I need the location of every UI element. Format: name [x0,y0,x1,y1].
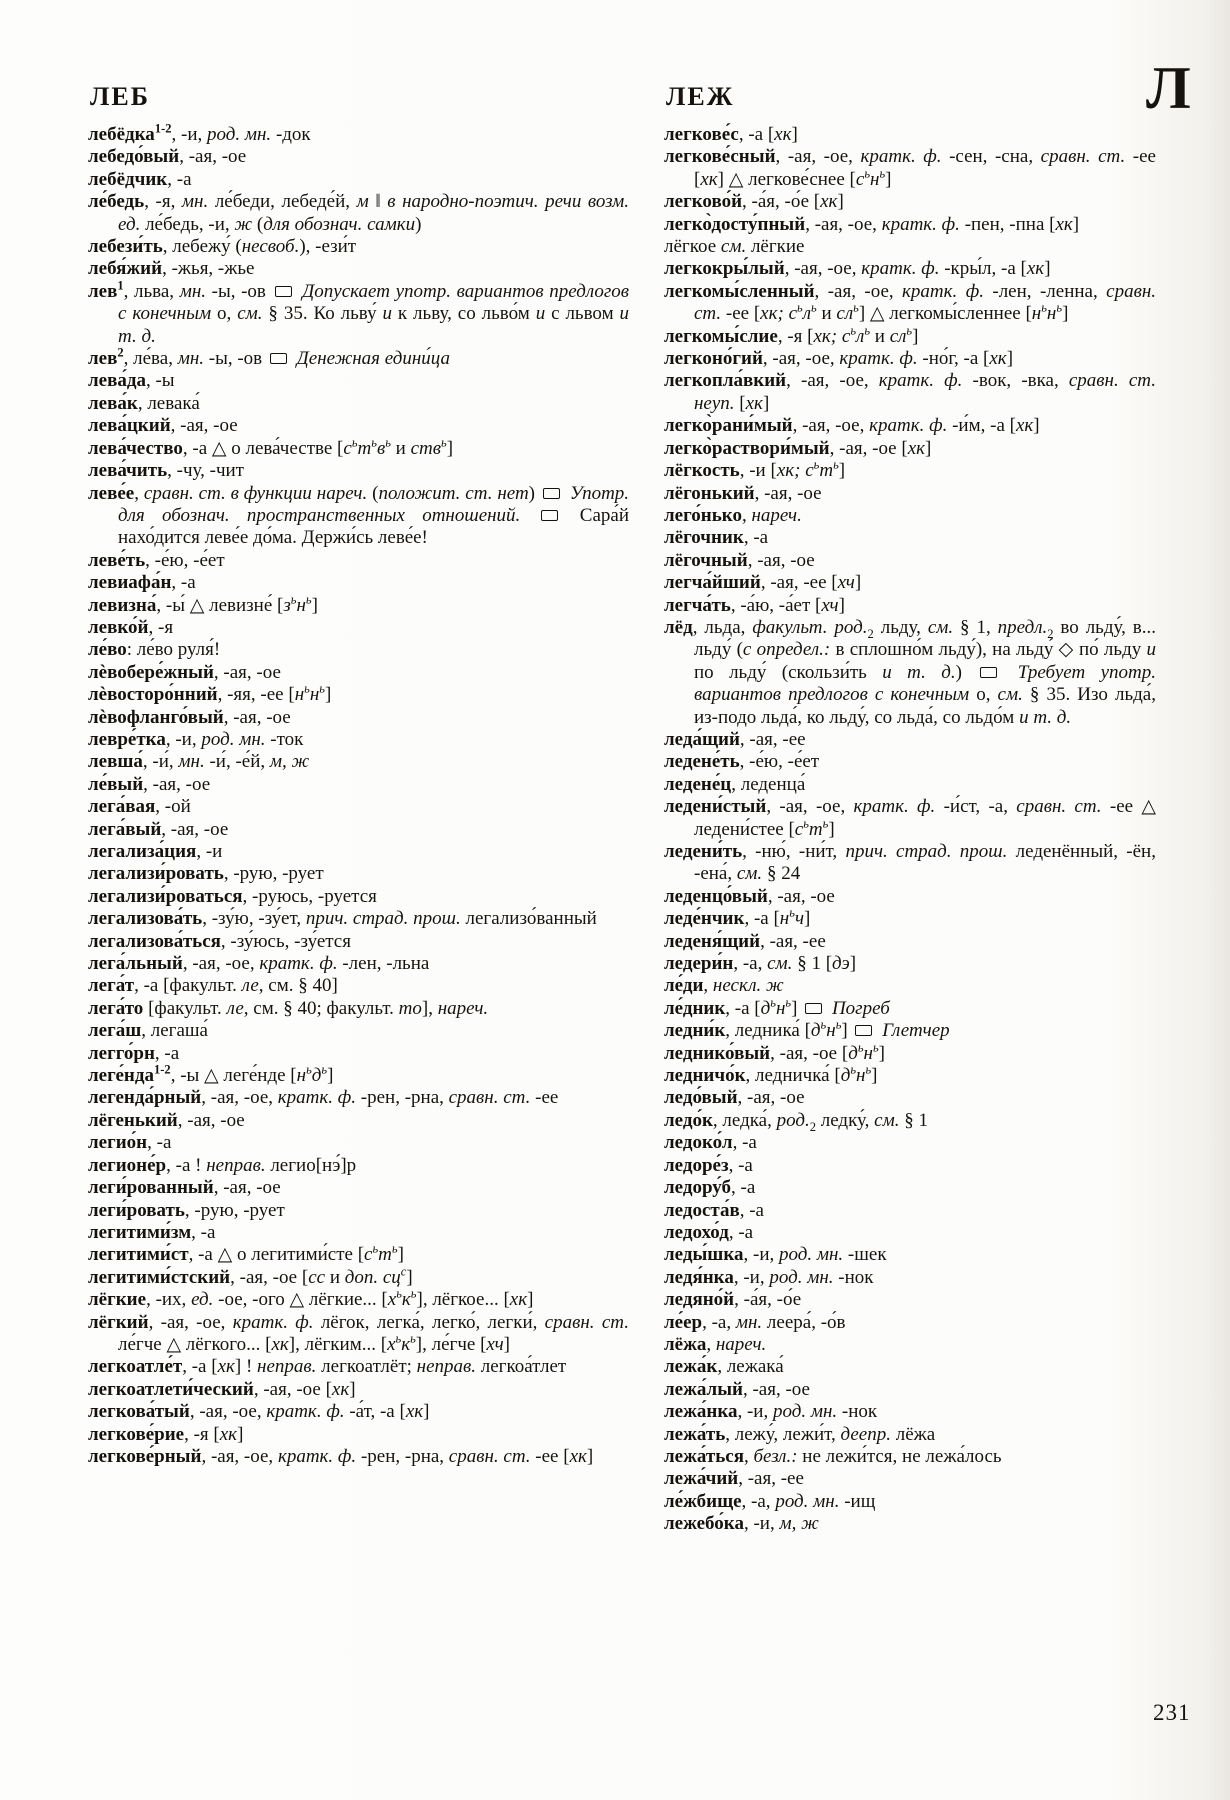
dictionary-entry: легконо́гий, -ая, -ое, кратк. ф. -но́г, -а [хк] [664,348,1014,370]
dictionary-entry: леге́нда$^{1-2}$, -ы △ леге́нде $[н^ьд^ь]$ [88,1062,334,1087]
dictionary-entry: левре́тка, -и, род. мн. -ток [88,728,304,750]
dictionary-entry: ледо́вый, -ая, -ое [664,1087,805,1109]
dictionary-entry: леденя́щий, -ая, -ее [664,930,826,952]
dictionary-entry: левиафа́н, -а [88,572,196,594]
dictionary-entry: лебёдчик, -а [88,168,192,190]
usage-note-box-icon [855,1025,872,1036]
dictionary-entry: леденцо́вый, -ая, -ое [664,885,835,907]
running-head-left: ЛЕБ [90,82,150,111]
dictionary-entry: легкове́рие, -я [хк] [88,1423,244,1445]
dictionary-entry: лева́да, -ы [88,370,175,392]
usage-note-box-icon [805,1003,822,1014]
dictionary-entry: лѐвофланго́вый, -ая, -ое [88,706,291,728]
dictionary-entry: ледери́н, -а, см. § 1 [дэ] [664,953,857,975]
dictionary-entry: лѐвосторо́нний, -яя, -ее $[н^ьн^ь]$ [88,681,332,706]
dictionary-entry: легкова́тый, -ая, -ое, кратк. ф. -а́т, -а [хк] [88,1401,430,1423]
dictionary-entry: ледени́стый, -ая, -ое, кратк. ф. -и́ст, -а, сравн. ст. -ее △ ледени́стее $[с^ьт^ь]$ [664,796,1156,840]
dictionary-entry: левша́, -и́, мн. -и́, -е́й, м, ж [88,751,310,773]
dictionary-entry: ле́бедь, -я, мн. ле́беди, лебеде́й, м ‖ в народно-поэтич. речи возм. ед. ле́бедь, -и, ж (для обознач. самки) [88,191,629,235]
left-column [88,121,630,1468]
dictionary-entry: лёгонький, -ая, -ое [664,482,822,504]
dictionary-entry: ледоре́з, -а [664,1154,753,1176]
dictionary-entry: лев$^2$, ле́ва, мн. -ы, -ов Денежная едини́ца [88,345,450,370]
dictionary-entry: лега́т, -а [факульт. ле, см. § 40] [88,975,338,997]
dictionary-entry: легализи́роваться, -руюсь, -руется [88,885,377,907]
dictionary-entry: легитими́зм, -а [88,1221,216,1243]
usage-note-box-icon [275,286,292,297]
dictionary-entry: легкокры́лый, -ая, -ое, кратк. ф. -кры́л, -а [хк] [664,258,1051,280]
dictionary-entry: легитими́ст, -а △ о легитими́сте $[с^ьт^ь]$ [88,1241,404,1266]
dictionary-entry: легкове́сный, -ая, -ое, кратк. ф. -сен, -сна, сравн. ст. -ее [хк] △ легкове́снее $[с^ьн^ь]$ [664,146,1156,190]
usage-note-box-icon [543,488,560,499]
dictionary-entry: легкопла́вкий, -ая, -ое, кратк. ф. -вок, -вка, сравн. ст. неуп. [хк] [664,370,1156,414]
dictionary-entry: левко́й, -я [88,616,174,638]
dictionary-entry: лёгкие, -их, ед. -ое, -ого △ лёгкие... $[х^ьк^ь]$, лёгкое... [хк] [88,1286,534,1311]
dictionary-entry: лёгкость, -и [хк; $с^ьт^ь$] [664,457,846,482]
dictionary-entry: левизна́, -ы́ △ левизне́ $[з^ьн^ь]$ [88,592,318,616]
dictionary-entry: ледору́б, -а [664,1177,756,1199]
dictionary-entry: леги́ровать, -рую, -рует [88,1199,285,1221]
dictionary-entry: лёгочный, -ая, -ое [664,549,815,571]
dictionary-entry: легкоатлети́ческий, -ая, -ое [хк] [88,1378,356,1400]
dictionary-entry: ле́жбище, -а, род. мн. -ищ [664,1490,876,1512]
dictionary-entry: легкоатле́т, -а [хк] ! неправ. легкоатлёт; неправ. легкоа́тлет [88,1356,567,1378]
dictionary-entry: лева́цкий, -ая, -ое [88,415,238,437]
dictionary-entry: ледене́ть, -е́ю, -е́ет [664,751,820,773]
dictionary-entry: лега́льный, -ая, -ое, кратк. ф. -лен, -льна [88,953,430,975]
dictionary-entry: легио́н, -а [88,1132,172,1154]
dictionary-entry: лёгочник, -а [664,527,769,549]
dictionary-entry: легенда́рный, -ая, -ое, кратк. ф. -рен, -рна, сравн. ст. -ее [88,1087,559,1109]
dictionary-entry: лебя́жий, -жья, -жье [88,258,255,280]
dictionary-entry: лева́чество, -а △ о лева́честве [$с^ьт^ьв^ь$ и ств$^ь$] [88,435,454,459]
usage-note-box-icon [270,353,287,364]
dictionary-entry: ледо́к, ледка́, $род._2$ ледку́, см. § 1 [664,1109,928,1134]
dictionary-entry: ледни́к, ледника́ $[д^ьн^ь]$ Глетчер [664,1017,950,1042]
dictionary-entry: леднико́вый, -ая, -ое $[д^ьн^ь]$ [664,1040,885,1064]
dictionary-entry: лега́вая, -ой [88,796,191,818]
dictionary-entry: лёд, льда, факульт. $род._2$ льду, см. § 1, $предл._2$ во льду́, в... льду́ (с определ.: в сплошно́м льду́), на льду́ ◇ по́ льду и по льду́ (скользи́ть и т. д.) Требует употр. вариантов предлогов с конечным о, см. § 35. Изо льда́, из-подо льда́, ко льду́, со льда́, со льдо́м и т. д. [664,616,1157,728]
dictionary-entry: лёжа, нареч. [664,1333,767,1355]
dictionary-entry: легализа́ция, -и [88,841,223,862]
dictionary-entry: лежа́чий, -ая, -ее [664,1468,804,1490]
dictionary-entry: лего́нько, нареч. [664,504,802,526]
right-column [664,124,1156,1536]
dictionary-entry: легализова́ть, -зу́ю, -зу́ет, прич. страд. прош. легализо́ванный [88,908,597,930]
dictionary-entry: легионе́р, -а ! неправ. легио[нэ́]р [88,1154,357,1176]
usage-note-box-icon [541,510,558,521]
dictionary-entry: лежа́лый, -ая, -ое [664,1378,810,1400]
dictionary-entry: леги́рованный, -ая, -ое [88,1177,281,1199]
dictionary-entry: лежа́нка, -и, род. мн. -нок [664,1401,878,1423]
dictionary-entry: легитими́стский, -ая, -ое [сс и доп. $сц^с$] [88,1264,413,1288]
dictionary-entry: ле́во: ле́во руля́! [88,639,221,661]
dictionary-entry: ледоко́л, -а [664,1132,757,1154]
page-number: 231 [1153,1700,1191,1725]
usage-note-box-icon [980,667,997,678]
dictionary-entry: лежа́к, лежака́ [664,1356,784,1378]
dictionary-entry: легча́ть, -а́ю, -а́ет [хч] [664,594,845,616]
dictionary-entry: лега́то [факульт. ле, см. § 40; факульт. то], нареч. [88,997,489,1019]
dictionary-entry: лѐвобере́жный, -ая, -ое [88,661,281,683]
dictionary-entry: лега́вый, -ая, -ое [88,818,229,840]
dictionary-entry: лёгкое см. лёгкие [664,236,805,258]
dictionary-entry: леве́е, сравн. ст. в функции нареч. (положит. ст. нет) Употр. для обознач. пространственных отношений. Сара́й нахо́дится леве́е до́ма. Держи́сь леве́е! [88,482,630,549]
dictionary-entry: ле́дник, -а $[д^ьн^ь]$ Погреб [664,995,890,1019]
dictionary-entry: леде́нчик, -а $[н^ьч]$ [664,905,811,930]
dictionary-entry: ле́ер, -а, мн. леера́, -о́в [664,1311,846,1333]
dictionary-entry: лега́ш, легаша́ [88,1020,208,1042]
dictionary-entry: легкове́с, -а [хк] [664,124,798,145]
dictionary-entry: лебедо́вый, -ая, -ое [88,146,247,168]
dictionary-entry: легча́йший, -ая, -ее [хч] [664,572,862,594]
dictionary-entry: лев$^1$, льва, мн. -ы, -ов Допускает употр. вариантов предлогов с конечным о, см. § 35. Ко льву́ и к льву, со льво́м и с львом и т. д. [88,278,629,347]
dictionary-entry: ледяно́й, -а́я, -о́е [664,1289,802,1311]
dictionary-entry: лебези́ть, лебежу́ (несвоб.), -ези́т [88,236,357,258]
dictionary-entry: леве́ть, -е́ю, -е́ет [88,549,225,571]
dictionary-entry: легко̀рани́мый, -ая, -ое, кратк. ф. -и́м, -а [хк] [664,415,1040,437]
dictionary-entry: легко̀раствори́мый, -ая, -ое [хк] [664,437,932,459]
dictionary-entry: лебёдка$^{1-2}$, -и, род. мн. -док [88,121,311,145]
dictionary-entry: легализи́ровать, -рую, -рует [88,863,324,885]
dictionary-entry: легко̀досту́пный, -ая, -ое, кратк. ф. -пен, -пна [хк] [664,213,1080,235]
dictionary-entry: лёгкий, -ая, -ое, кратк. ф. лёгок, легка́, легко́, легки́, сравн. ст. ле́гче △ лёгкого... [хк], лёгким... $[х^ьк^ь]$, ле́гче [хч] [88,1311,629,1355]
dictionary-entry: лежебо́ка, -и, м, ж [664,1513,819,1535]
dictionary-entry: леда́щий, -ая, -ее [664,728,806,750]
dictionary-entry: ле́ди, нескл. ж [664,975,784,997]
dictionary-entry: легкомы́слие, -я [хк; $с^ьл^ь$ и $сл^ь$] [664,323,919,347]
section-letter: Л [1146,55,1191,121]
dictionary-entry: легализова́ться, -зу́юсь, -зу́ется [88,930,351,952]
dictionary-entry: лежа́ть, лежу́, лежи́т, деепр. лёжа [664,1423,936,1445]
dictionary-entry: лева́чить, -чу, -чит [88,460,244,482]
dictionary-entry: леды́шка, -и, род. мн. -шек [664,1244,887,1266]
dictionary-entry: ледени́ть, -ню́, -ни́т, прич. страд. прош. леденённый, -ён, -ена́, см. § 24 [664,841,1156,885]
dictionary-entry: ледоста́в, -а [664,1199,764,1221]
dictionary-entry: ледохо́д, -а [664,1221,754,1243]
dictionary-entry: ледене́ц, леденца́ [664,773,806,795]
running-head-right: ЛЕЖ [666,82,735,111]
dictionary-entry: легкове́рный, -ая, -ое, кратк. ф. -рен, -рна, сравн. ст. -ее [хк] [88,1445,594,1467]
dictionary-entry: лёгенький, -ая, -ое [88,1109,245,1131]
dictionary-entry: ледничо́к, ледничка́ $[д^ьн^ь]$ [664,1062,878,1087]
dictionary-entry: легково́й, -а́я, -о́е [хк] [664,191,844,213]
dictionary-entry: легго́рн, -а [88,1042,180,1064]
dictionary-entry: лева́к, левака́ [88,392,200,414]
dictionary-entry: легкомы́сленный, -ая, -ое, кратк. ф. -лен, -ленна, сравн. ст. -ее [хк; $с^ьл^ь$ и $сл^ь$] △ легкомы́сленнее $[н^ьн^ь]$ [664,280,1156,325]
dictionary-entry: ле́вый, -ая, -ое [88,773,211,795]
dictionary-entry: ледя́нка, -и, род. мн. -нок [664,1266,874,1288]
dictionary-entry: лежа́ться, безл.: не лежи́тся, не лежа́лось [664,1445,1002,1467]
